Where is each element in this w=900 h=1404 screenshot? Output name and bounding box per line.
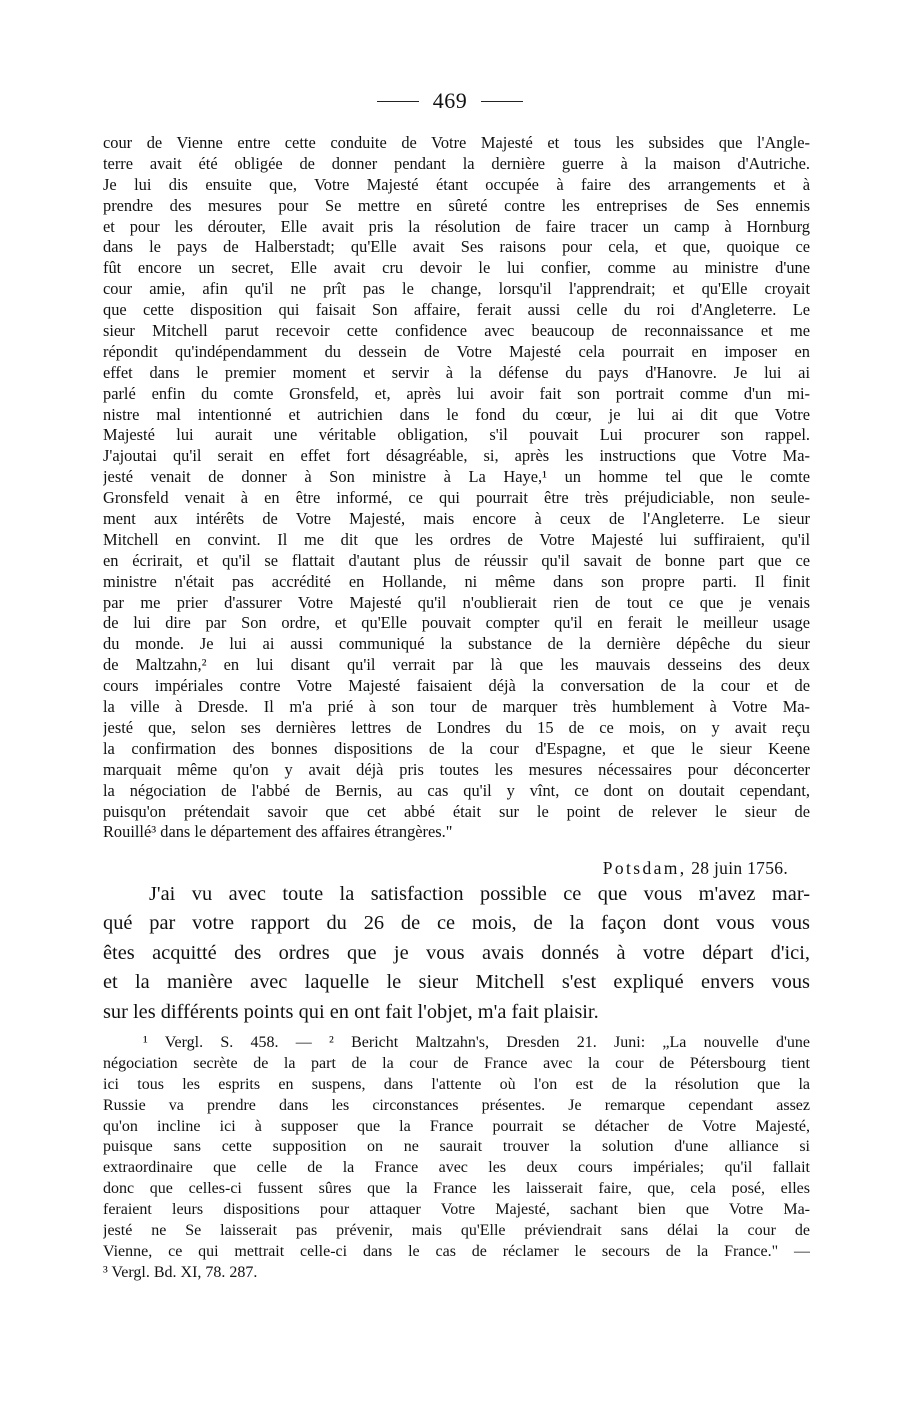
body-text-line: cours impériales contre Votre Majesté faisaient déjà la conversation de la cour et de	[103, 676, 810, 696]
body-text-line: terre avait été obligée de donner pendant la dernière guerre à la maison d'Autriche.	[103, 153, 810, 173]
body-text-line: prendre des mesures pour Se mettre en sûreté contre les entreprises de Ses ennemis	[103, 195, 810, 215]
body-text-line: marquait même qu'on y avait déjà pris toutes les mesures nécessaires pour déconcerter	[103, 759, 810, 779]
letter-line: sur les différents points qui en ont fait l'objet, m'a fait plaisir.	[103, 1000, 599, 1023]
report-body-text	[103, 133, 810, 843]
footnote-line: feraient leurs dispositions pour attaquer Votre Majesté, sachant bien que Votre Ma-	[103, 1201, 810, 1219]
body-text-line: sieur Mitchell parut recevoir cette confidence avec beaucoup de reconnaissance et me	[103, 321, 810, 341]
body-text-line: Mitchell en convint. Il me dit que les ordres de Votre Majesté lui suffiraient, qu'il	[103, 529, 810, 549]
body-text-line: ministre n'était pas accrédité en Hollande, ni même dans son propre parti. Il finit	[103, 571, 810, 591]
footnote-line: qu'on incline ici à supposer que la France pourrait se détacher de Votre Majesté,	[103, 1117, 810, 1135]
dateline-place: Potsdam,	[602, 858, 687, 878]
body-text-line: fût encore un secret, Elle avait cru devoir le lui confier, comme au ministre d'une	[103, 258, 810, 278]
dateline-date: 28 juin 1756.	[691, 858, 788, 878]
letter-text	[103, 880, 810, 1027]
body-text-line: nistre mal intentionné et autrichien dans le fond du cœur, je lui ai dit que Votre	[103, 404, 810, 424]
letter-line: qué par votre rapport du 26 de ce mois, de la façon dont vous vous	[103, 912, 810, 935]
body-text-line: J'ajoutai qu'il serait en effet fort désagréable, si, après les instructions que Votre Ma-	[103, 446, 810, 466]
footnote-line: donc que celles-ci fussent sûres que la France les laisserait faire, que, cela posé, elles	[103, 1180, 810, 1198]
body-text-line: puisqu'on prétendait savoir que cet abbé était sur le point de relever le sieur de	[103, 801, 810, 821]
body-text-line: la ville à Dresde. Il m'a prié à son tour de marquer très humblement à Votre Ma-	[103, 697, 810, 717]
footnote-line: Vienne, ce qui mettrait celle-ci dans le cas de réclamer le secours de la France." —	[103, 1242, 810, 1260]
body-text-line: ment aux intérêts de Votre Majesté, mais encore à ceux de l'Angleterre. Le sieur	[103, 509, 810, 529]
header-rule-right	[481, 101, 523, 102]
body-text-line: en écrirait, et qu'il se flattait d'autant plus de réussir qu'il savait de bonne part que ce	[103, 550, 810, 570]
footnote-line: ici tous les esprits en suspens, dans l'attente où l'on est de la résolution que la	[103, 1075, 810, 1093]
footnotes	[103, 1033, 810, 1284]
page-header	[0, 88, 900, 114]
body-text-line: dans le pays de Halberstadt; qu'Elle avait Ses raisons pour cela, et que, quoique ce	[103, 237, 810, 257]
body-text-line: que cette disposition qui faisait Son affaire, ferait aussi celle du roi d'Angleterre. Le	[103, 300, 810, 320]
body-text-line: de Maltzahn,² en lui disant qu'il verrait par là que les mauvais desseins des deux	[103, 655, 810, 675]
body-text-line: Je lui dis ensuite que, Votre Majesté étant occupée à faire des arrangements et à	[103, 174, 810, 194]
body-text-line: et pour les dérouter, Elle avait pris la résolution de faire tracer un camp à Hornburg	[103, 216, 810, 236]
body-text-line: jesté venait de donner à Son ministre à La Haye,¹ un homme tel que le comte	[103, 467, 810, 487]
body-text-line: la confirmation des bonnes dispositions de la cour d'Espagne, et que le sieur Keene	[103, 738, 810, 758]
dateline	[603, 858, 788, 879]
body-text-line: parlé enfin du comte Gronsfeld, et, après lui avoir fait son portrait comme d'un mi-	[103, 383, 810, 403]
footnote-line: jesté ne Se laisserait pas prévenir, mais qu'Elle préviendrait sans délai la cour de	[103, 1222, 810, 1240]
body-text-line: cour de Vienne entre cette conduite de Votre Majesté et tous les subsides que l'Angle-	[103, 133, 810, 152]
body-text-line: Gronsfeld venait à en être informé, ce qui pourrait être très préjudiciable, non seule-	[103, 488, 810, 508]
page-number: 469	[432, 88, 468, 113]
body-text-line: jesté que, selon ses dernières lettres de Londres du 15 de ce mois, on y avait reçu	[103, 717, 810, 737]
footnote-line: extraordinaire que celle de la France avec les deux cours impériales; qu'il fallait	[103, 1159, 810, 1177]
footnote-line: Russie va prendre dans les circonstances présentes. Je remarque cependant assez	[103, 1096, 810, 1114]
body-text-line: cour amie, afin qu'il ne prît pas le change, lorsqu'il l'apprendrait; et qu'Elle croyait	[103, 279, 810, 299]
letter-line: et la manière avec laquelle le sieur Mitchell s'est expliqué envers vous	[103, 971, 810, 994]
letter-line: êtes acquitté des ordres que je vous avais donnés à votre départ d'ici,	[103, 941, 810, 964]
body-text-line: répondit qu'indépendamment du dessein de Votre Majesté cela pourrait en imposer en	[103, 341, 810, 361]
body-text-line: Rouillé³ dans le département des affaires étrangères."	[103, 822, 453, 842]
body-text-line: du monde. Je lui ai aussi communiqué la substance de la dernière dépêche du sieur	[103, 634, 810, 654]
header-rule-left	[377, 101, 419, 102]
footnote-line: ¹ Vergl. S. 458. — ² Bericht Maltzahn's, Dresden 21. Juni: „La nouvelle d'une	[143, 1034, 810, 1051]
letter-line: J'ai vu avec toute la satisfaction possible ce que vous m'avez mar-	[149, 883, 810, 905]
footnote-line: ³ Vergl. Bd. XI, 78. 287.	[103, 1263, 258, 1281]
body-text-line: effet dans le premier moment et servir à la défense du pays d'Hanovre. Je lui ai	[103, 362, 810, 382]
body-text-line: la négociation de l'abbé de Bernis, au cas qu'il y vînt, ce dont on doutait cependant,	[103, 780, 810, 800]
footnote-line: puisque sans cette supposition on ne saurait trouver la solution d'une alliance si	[103, 1138, 810, 1156]
body-text-line: Majesté lui aurait une véritable obligation, s'il pouvait Lui procurer son rappel.	[103, 425, 810, 445]
footnote-line: négociation secrète de la part de la cour de France avec la cour de Pétersbourg tient	[103, 1054, 810, 1072]
body-text-line: par me prier d'assurer Votre Majesté qu'il n'oublierait rien de tout ce que je venais	[103, 592, 810, 612]
body-text-line: de lui dire par Son ordre, et qu'Elle pouvait compter qu'il en ferait le meilleur usage	[103, 613, 810, 633]
